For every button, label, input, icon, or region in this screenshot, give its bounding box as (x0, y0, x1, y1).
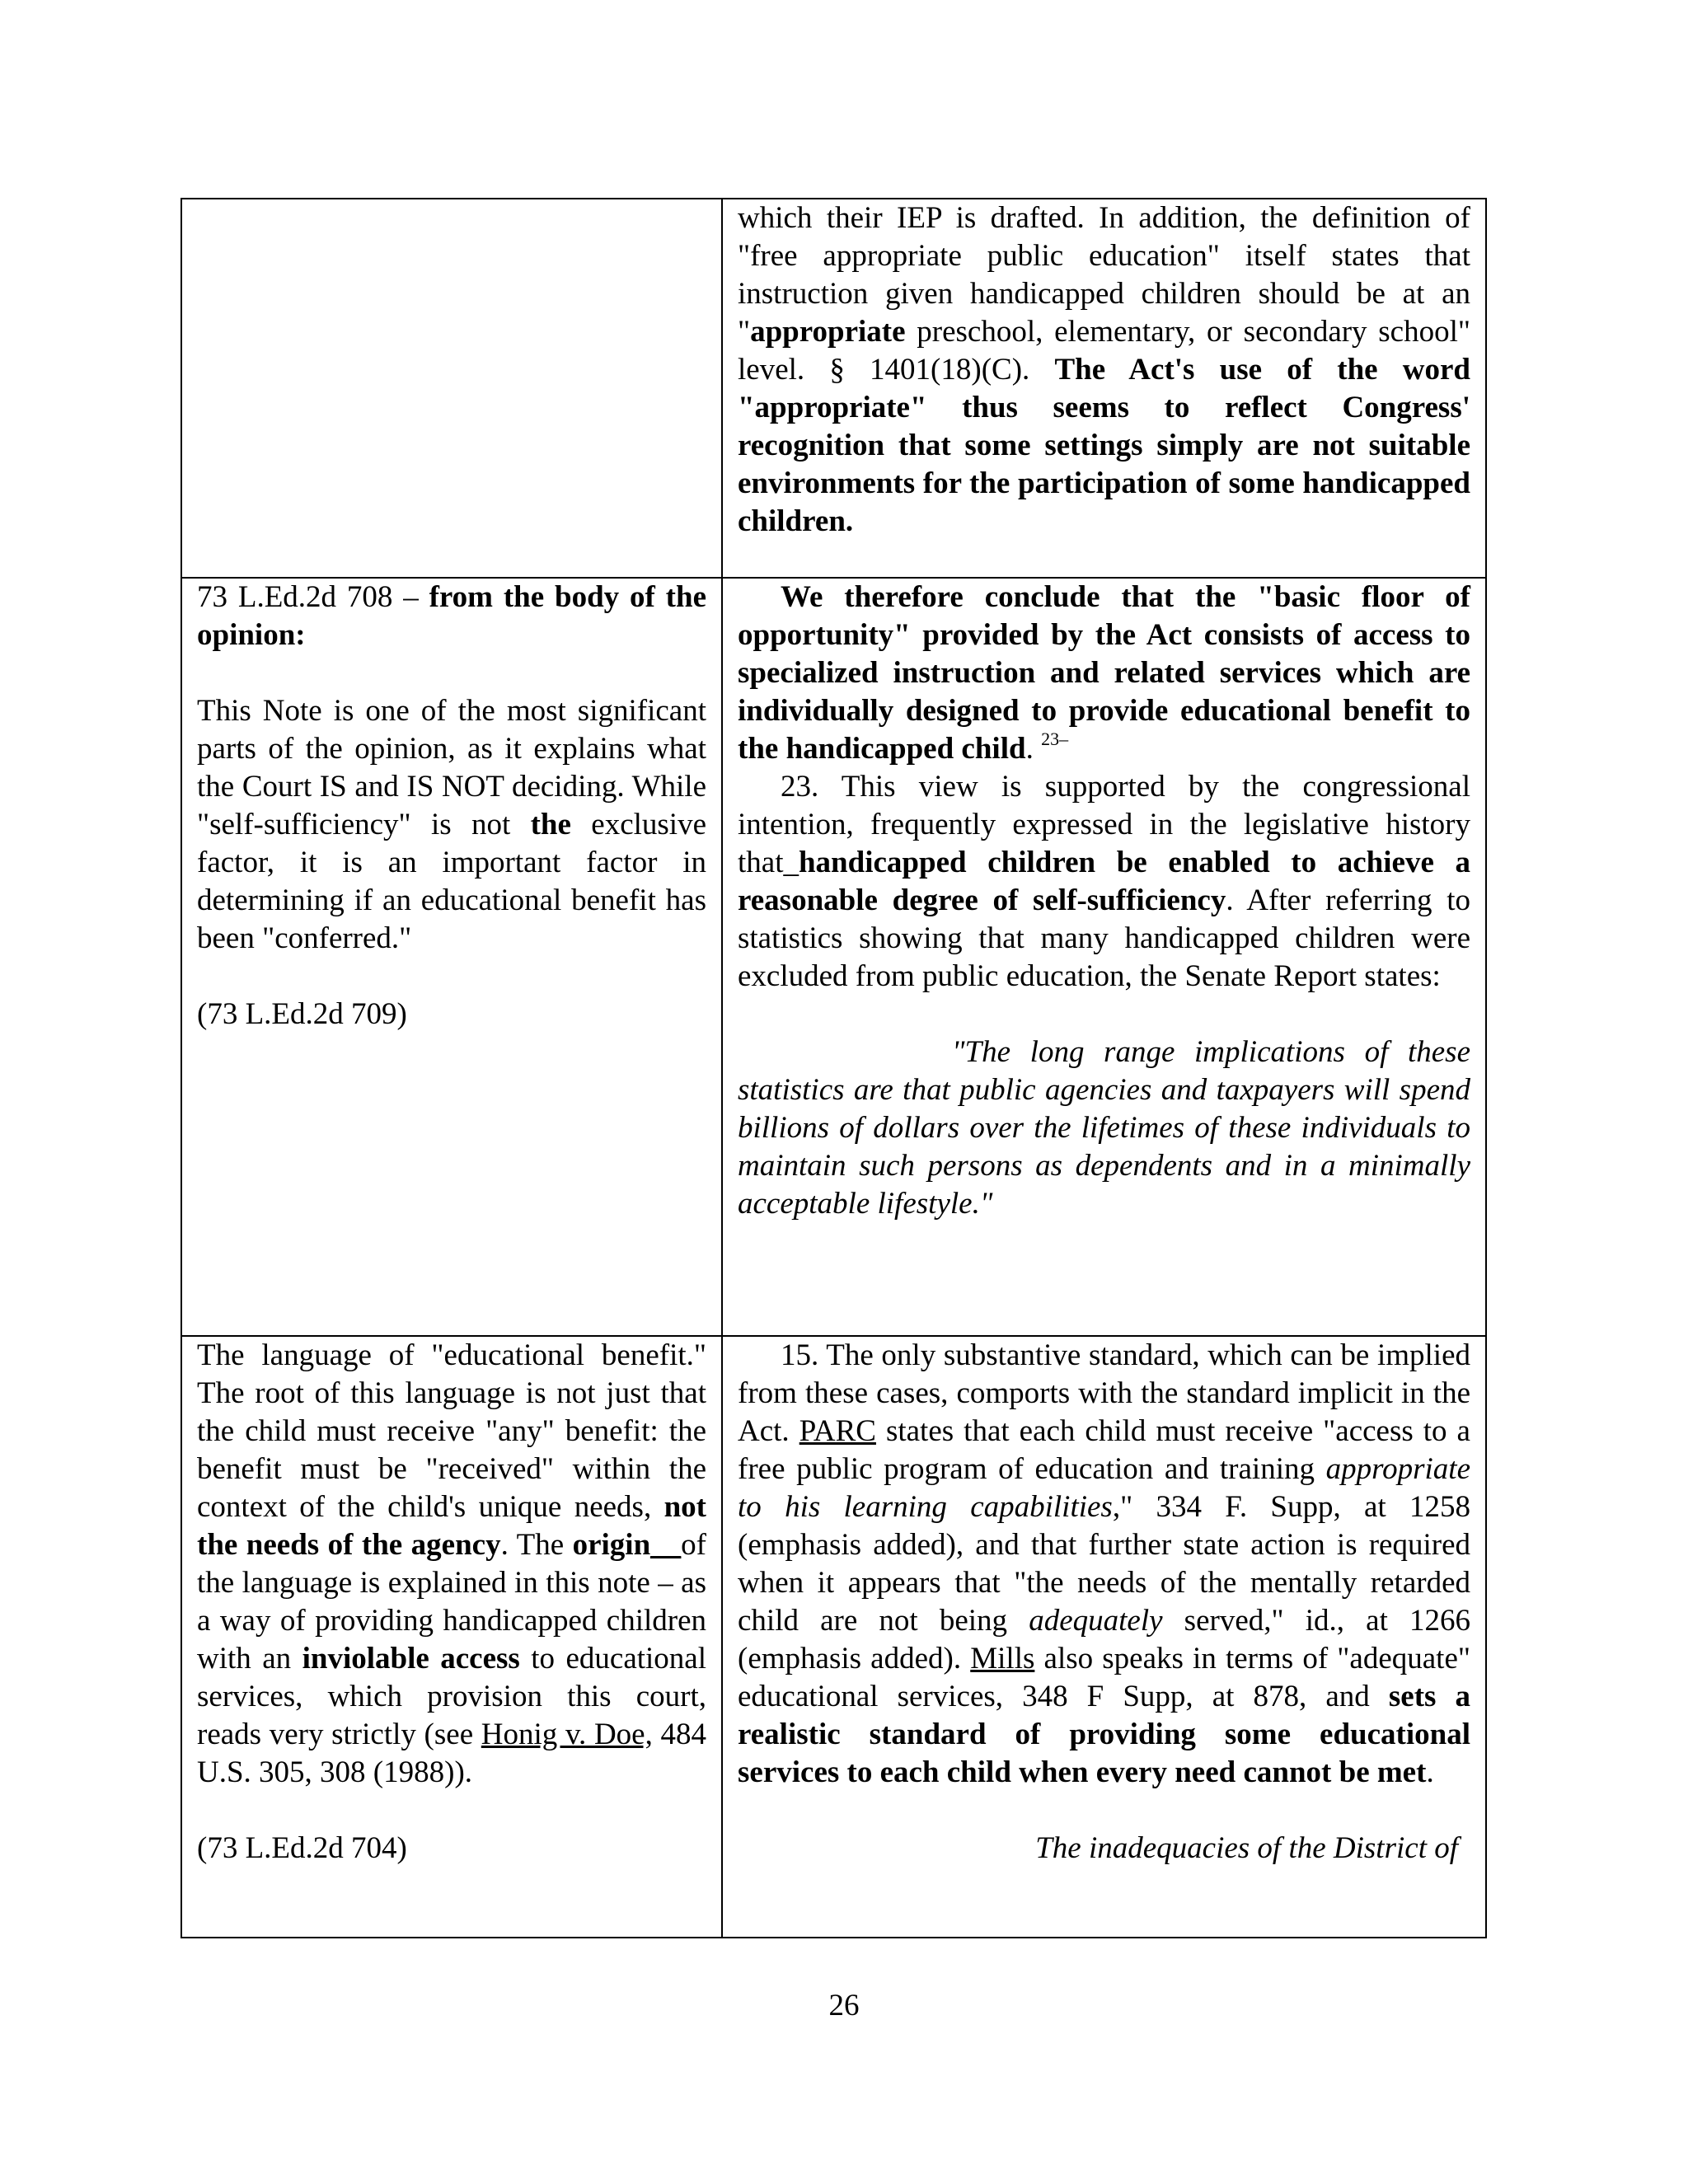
text-run: (73 L.Ed.2d 709) (197, 997, 407, 1031)
text-run: . After referring to statistics showing that many handicapped children were excluded from public education, the Senate Report states: (738, 883, 1470, 993)
paragraph (197, 579, 706, 654)
text-run: Mills (970, 1642, 1035, 1675)
text-run: ," 334 F. Supp, at 1258 (emphasis added), and that further state action is required when it appears that "the needs of the mentally retarded child are not being (738, 1490, 1471, 1638)
text-run: adequately (1029, 1604, 1163, 1638)
text-run: exclusive factor, it is an important factor in determining if an educational benefit has been "conferred." (197, 808, 706, 955)
paragraph (738, 768, 1470, 996)
table-row (181, 1336, 1486, 1938)
text-run: states that each child must receive "access to a free public program of education and training (738, 1414, 1470, 1486)
text-run: . The (500, 1528, 573, 1562)
text-run: appropriate (750, 315, 906, 349)
left-cell (181, 578, 722, 1336)
text-run: handicapped children be enabled to achieve a reasonable degree of self-sufficiency (738, 846, 1470, 917)
text-run: __ (650, 1528, 682, 1562)
text-run: the (530, 808, 571, 841)
paragraph (738, 1830, 1470, 1868)
text-run: Honig v. Doe, (481, 1718, 653, 1751)
text-run: PARC (799, 1414, 876, 1448)
text-run: also speaks in terms of "adequate" educational services, 348 F Supp, at 878, and (738, 1642, 1470, 1713)
text-run: The language of "educational benefit." The root of this language is not just that the child must receive "any" benefit: the benefit must be "received" within the context of the child's unique needs, (197, 1338, 706, 1524)
text-run: not the needs of the agency (197, 1490, 706, 1562)
text-run: 15. The only substantive standard, which can be implied from these cases, comports with the standard implicit in the Act. (738, 1338, 1470, 1448)
text-run: which their IEP is drafted. In addition, the definition of "free appropriate public education" itself states that instruction given handicapped children should be at an " (738, 201, 1470, 349)
left-cell (181, 199, 722, 578)
text-run: "The long range implications of these statistics are that public agencies and taxpayers will spend billions of dollars over the lifetimes of these individuals to maintain such persons as dependents and in a minimally acceptable lifestyle." (738, 1035, 1470, 1221)
text-run: served," id., at 1266 (emphasis added). (738, 1604, 1470, 1675)
text-run: . (1426, 1755, 1434, 1789)
paragraph (197, 1337, 706, 1792)
text-run: . (1025, 732, 1042, 766)
text-run: The Act's use of the word "appropriate" thus seems to reflect Congress' recognition that some settings simply are not suitable environments for the participation of some handicapped children. (738, 353, 1470, 538)
text-run: We therefore conclude that the "basic floor of opportunity" provided by the Act consists of access to specialized instruction and related services which are individually designed to provide educational benefit to the handicapped child (738, 580, 1470, 766)
text-run: origin (572, 1528, 651, 1562)
text-run: sets a realistic standard of providing some educational services to each child when every need cannot be met (738, 1680, 1470, 1789)
text-run: from the body of the opinion: (197, 580, 706, 652)
paragraph (197, 692, 706, 958)
footnote-reference: – (1059, 729, 1069, 749)
paragraph (197, 996, 706, 1033)
text-run: of the language is explained in this note – as a way of providing handicapped children with an (197, 1528, 706, 1675)
paragraph (738, 579, 1470, 768)
left-cell (181, 1336, 722, 1938)
table-row (181, 199, 1486, 578)
page-number: 26 (828, 1989, 860, 2022)
text-run: to educational services, which provision this court, reads very strictly (see (197, 1642, 707, 1751)
text-run: This Note is one of the most significant parts of the opinion, as it explains what the Court IS and IS NOT deciding. While "self-sufficiency" is not (197, 694, 706, 841)
paragraph (197, 1830, 706, 1868)
paragraph (738, 1337, 1470, 1792)
text-run: 484 U.S. 305, 308 (1988)). (197, 1718, 707, 1789)
text-run: 23. This view is supported by the congressional intention, frequently expressed in the legislative history that_ (738, 770, 1470, 879)
paragraph (738, 1033, 1470, 1223)
text-run: The inadequacies of the District of (1035, 1831, 1458, 1865)
text-run: preschool, elementary, or secondary school" level. § 1401(18)(C). (738, 315, 1470, 387)
footnote-reference: 23 (1041, 729, 1060, 749)
text-run: inviolable access (302, 1642, 520, 1675)
table-row (181, 578, 1486, 1336)
right-cell (722, 578, 1486, 1336)
document-table (181, 198, 1487, 1938)
text-run: appropriate to his learning capabilities (738, 1452, 1470, 1524)
text-run: 73 L.Ed.2d 708 – (197, 580, 429, 614)
right-cell (722, 199, 1486, 578)
right-cell (722, 1336, 1486, 1938)
paragraph (738, 199, 1470, 541)
text-run: (73 L.Ed.2d 704) (197, 1831, 407, 1865)
